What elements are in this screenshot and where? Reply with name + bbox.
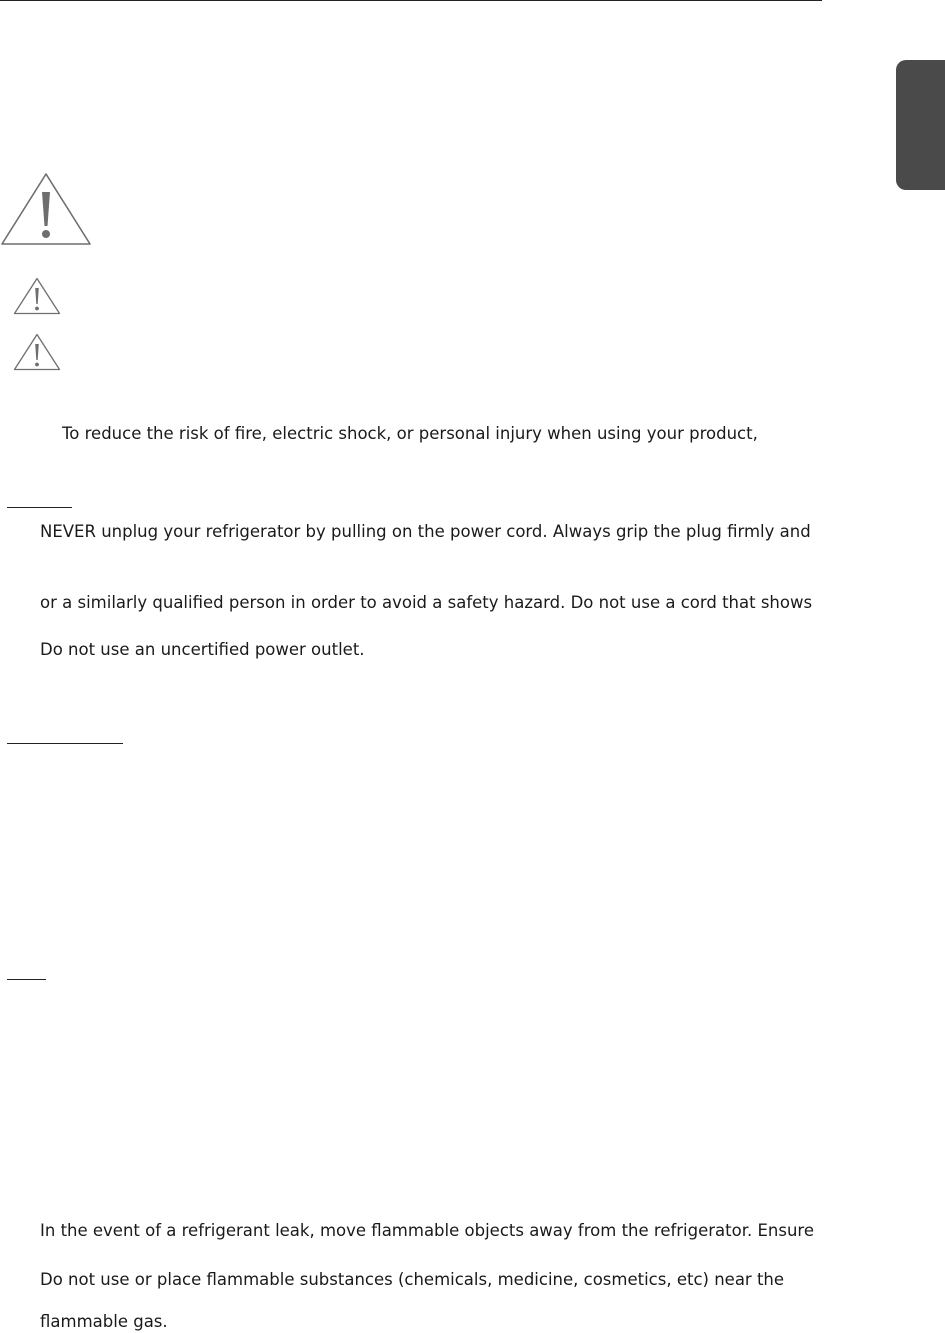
warning-triangle-icon — [13, 277, 61, 315]
power-cord-line-2: or a similarly qualified person in order to avoid a safety hazard. Do not use a cord that shows — [40, 593, 813, 612]
refrigerant-line-1: In the event of a refrigerant leak, move flammable objects away from the refrigerator. Ensure — [40, 1221, 814, 1240]
refrigerant-line-2: Do not use or place flammable substances (chemicals, medicine, cosmetics, etc) near the — [40, 1270, 785, 1289]
intro-text: To reduce the risk of fire, electric shock, or personal injury when using your product, — [62, 424, 758, 443]
power-cord-line-1: NEVER unplug your refrigerator by pulling on the power cord. Always grip the plug firmly and — [40, 522, 811, 541]
language-side-tab — [896, 60, 945, 190]
power-cord-line-3: Do not use an uncertified power outlet. — [40, 640, 365, 659]
warning-triangle-icon — [0, 172, 92, 246]
warning-triangle-icon — [13, 333, 61, 371]
refrigerant-line-3: flammable gas. — [40, 1312, 168, 1331]
section-rule-2 — [7, 743, 123, 744]
section-rule-power — [7, 507, 72, 508]
section-rule-3 — [7, 979, 46, 980]
header-rule — [0, 0, 822, 1]
